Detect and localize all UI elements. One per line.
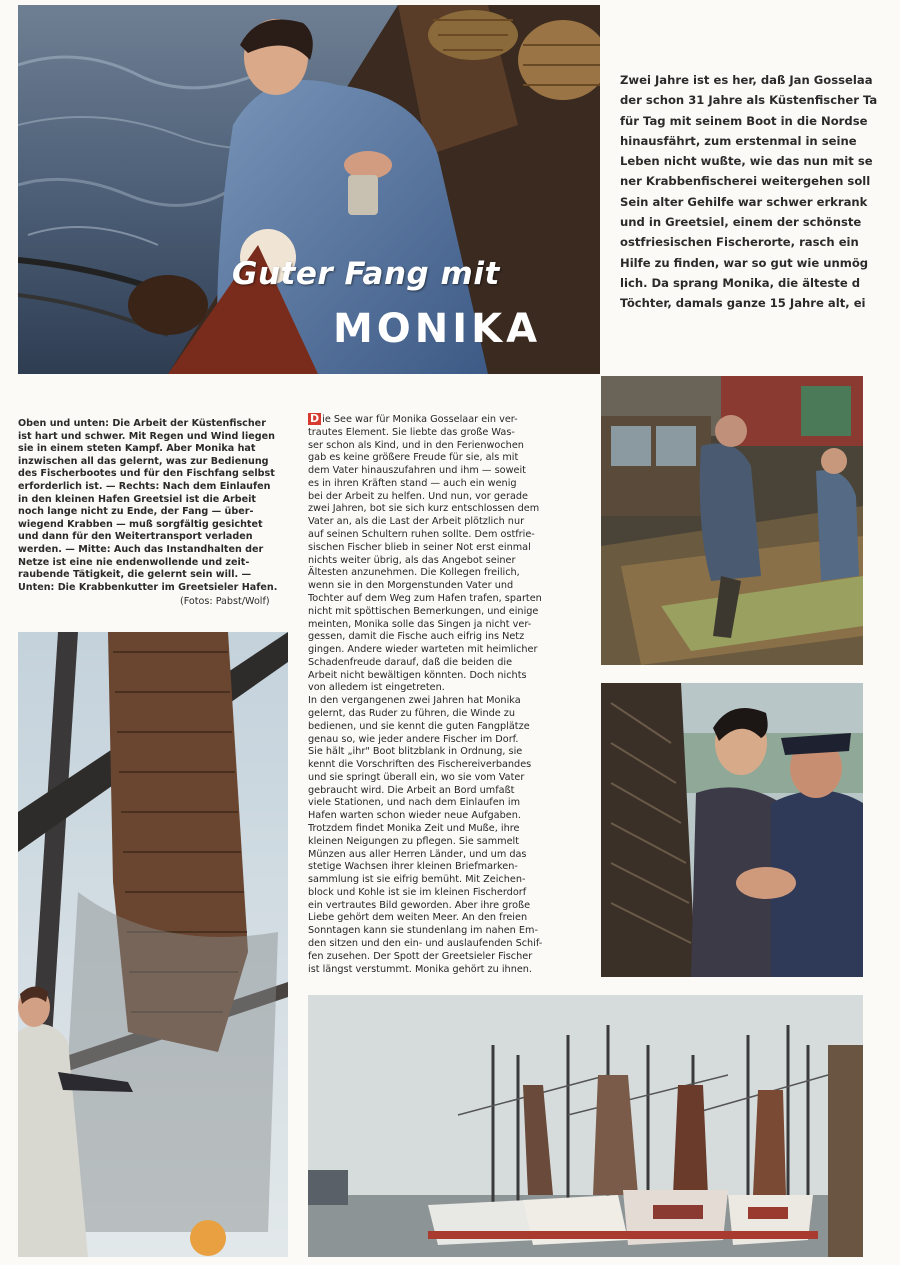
body-line: nichts weiter übrig, als das Angebot seiner — [308, 554, 516, 566]
photo-credit: (Fotos: Pabst/Wolf) — [180, 596, 270, 607]
caption-line: erforderlich ist. — Rechts: Nach dem Einlaufen — [18, 480, 271, 492]
body-line: von alledem ist eingetreten. — [308, 682, 445, 694]
harbor-boats-photo — [308, 995, 863, 1257]
intro-line: und in Greetsiel, einem der schönste — [620, 215, 862, 230]
body-line: und sie springt überall ein, wo sie vom Vater — [308, 771, 525, 783]
body-line: Ältesten anzunehmen. Die Kollegen freilich, — [308, 567, 520, 579]
headline-line-2: MONIKA — [333, 306, 542, 352]
body-line: Hafen warten schon wieder neue Aufgaben. — [308, 810, 521, 822]
body-line: ie See war für Monika Gosselaar ein ver- — [322, 414, 518, 425]
article-body — [308, 413, 592, 976]
intro-line: ner Krabbenfischerei weitergehen soll — [620, 174, 871, 189]
intro-line: Hilfe zu finden, war so gut wie unmög — [620, 255, 869, 270]
intro-line: hinausfährt, zum erstenmal in seine — [620, 133, 857, 148]
body-line: gebraucht wird. Die Arbeit an Bord umfaßt — [308, 784, 515, 796]
body-line: genau so, wie jeder andere Fischer im Dorf. — [308, 733, 519, 745]
body-line: kennt die Vorschriften des Fischereiverbandes — [308, 759, 532, 771]
intro-line: Zwei Jahre ist es her, daß Jan Gosselaa — [620, 73, 873, 87]
caption-line: noch lange nicht zu Ende, der Fang — über- — [18, 506, 254, 518]
intro-column — [620, 70, 890, 310]
body-line: Münzen aus aller Herren Länder, und um das — [308, 848, 527, 860]
caption-line: und dann für den Weitertransport verladen — [18, 531, 253, 543]
caption-line: Unten: Die Krabbenkutter im Greetsieler Hafen. — [18, 581, 278, 593]
caption-line: ist hart und schwer. Mit Regen und Wind liegen — [18, 430, 275, 442]
body-line: gab es keine größere Freude für sie, als mit — [308, 452, 519, 464]
body-line: nicht mit spöttischen Bemerkungen, und einige — [308, 605, 539, 617]
body-line: zwei Jahren, bot sie sich kurz entschlossen dem — [308, 503, 540, 515]
body-line: ein vertrautes Bild geworden. Aber ihre große — [308, 899, 531, 911]
harbor-sorting-photo — [601, 376, 863, 665]
body-first-line — [308, 413, 592, 427]
body-line: fen zusehen. Der Spott der Greetsieler Fischer — [308, 950, 533, 962]
caption-line: raubende Tätigkeit, die gelernt sein will. — — [18, 569, 252, 581]
body-line: block und Kohle ist sie im kleinen Fischerdorf — [308, 886, 527, 898]
intro-line: Sein alter Gehilfe war schwer erkrank — [620, 194, 868, 209]
body-line: Sie hält „ihr" Boot blitzblank in Ordnung, sie — [308, 746, 523, 758]
body-line: Arbeit nicht bewältigen könnten. Doch nichts — [308, 669, 527, 681]
headline-line-1: Guter Fang mit — [232, 256, 500, 292]
body-line: Sonntagen kann sie stundenlang im nahen Em- — [308, 925, 538, 937]
body-line: dem Vater hinauszufahren und ihm — soweit — [308, 465, 526, 477]
body-line: kleinen Neigungen zu pflegen. Sie sammelt — [308, 835, 520, 847]
photo-caption — [18, 418, 290, 594]
body-line: ist längst verstummt. Monika gehört zu ihnen. — [308, 963, 533, 975]
drop-cap: D — [310, 412, 320, 425]
caption-line: werden. — Mitte: Auch das Instandhalten der — [18, 543, 264, 555]
net-mending-photo — [601, 683, 863, 977]
body-line: bei der Arbeit zu helfen. Und nun, vor gerade — [308, 490, 529, 502]
caption-line: des Fischerbootes und für den Fischfang selbst — [18, 468, 275, 480]
body-line: Vater an, als die Last der Arbeit plötzlich nur — [308, 516, 525, 528]
body-line: den sitzen und den ein- und auslaufenden Schif- — [308, 938, 543, 950]
body-line: bedienen, und sie kennt die guten Fangplätze — [308, 720, 530, 732]
body-line: Trotzdem findet Monika Zeit und Muße, ihre — [308, 823, 520, 834]
caption-line: inzwischen all das gelernt, was zur Bedienung — [18, 455, 269, 467]
body-line: viele Stationen, und nach dem Einlaufen im — [308, 797, 521, 809]
intro-line: für Tag mit seinem Boot in die Nordse — [620, 113, 868, 128]
caption-line: in den kleinen Hafen Greetsiel ist die Arbeit — [18, 493, 256, 505]
body-line: gingen. Andere wieder warteten mit heimlicher — [308, 644, 538, 656]
body-line: meinten, Monika solle das Singen ja nicht ver- — [308, 618, 532, 630]
body-line: In den vergangenen zwei Jahren hat Monika — [308, 695, 521, 707]
body-line: trautes Element. Sie liebte das große Was- — [308, 426, 515, 438]
body-line: Tochter auf dem Weg zum Hafen trafen, sparten — [308, 592, 542, 604]
body-line: es in ihren Kräften stand — auch ein wenig — [308, 477, 517, 489]
body-line: gessen, damit die Fische auch eifrig ins Netz — [308, 631, 525, 643]
body-line: Schadenfreude darauf, daß die beiden die — [308, 656, 513, 668]
caption-line: sie in einem steten Kampf. Aber Monika hat — [18, 443, 256, 455]
body-line: gelernt, das Ruder zu führen, die Winde zu — [308, 707, 516, 719]
body-line: auf seinen Schultern ruhen sollte. Dem ostfrie- — [308, 529, 535, 541]
intro-line: Leben nicht wußte, wie das nun mit se — [620, 154, 873, 169]
body-line: sischen Fischer blieb in seiner Not erst einmal — [308, 541, 531, 553]
intro-line: lich. Da sprang Monika, die älteste d — [620, 275, 861, 290]
net-mast-photo — [18, 632, 288, 1257]
caption-line: wiegend Krabben — muß sorgfältig gesichtet — [18, 518, 263, 530]
body-line: Liebe gehört dem weiten Meer. An den freien — [308, 912, 528, 924]
body-line: sammlung ist sie eifrig bemüht. Mit Zeichen- — [308, 874, 526, 886]
intro-line: Töchter, damals ganze 15 Jahre alt, ei — [620, 296, 866, 310]
intro-line: der schon 31 Jahre als Küstenfischer Ta — [620, 93, 878, 108]
body-line: wenn sie in den Morgenstunden Vater und — [308, 580, 514, 592]
caption-line: Netze ist eine nie endenwollende und zeit- — [18, 556, 250, 568]
body-line: ser schon als Kind, und in den Ferienwochen — [308, 439, 524, 451]
body-line: stetige Wachsen ihrer kleinen Briefmarken- — [308, 861, 518, 873]
intro-line: ostfriesischen Fischerorte, rasch ein — [620, 235, 859, 250]
caption-line: Oben und unten: Die Arbeit der Küstenfischer — [18, 418, 266, 429]
